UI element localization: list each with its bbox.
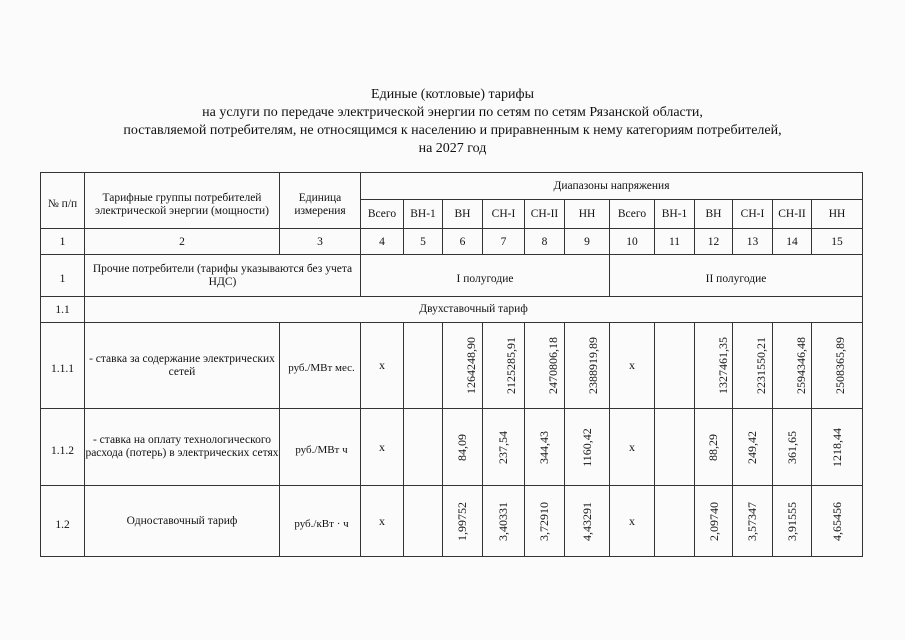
tariff-value: 361,65 bbox=[784, 430, 799, 464]
cross-mark bbox=[610, 486, 655, 557]
tariff-value: 1264248,90 bbox=[464, 337, 478, 394]
row-two-rate bbox=[41, 297, 863, 323]
tariff-row bbox=[41, 323, 863, 409]
empty-cell bbox=[404, 323, 443, 409]
tariff-value: 3,72910 bbox=[537, 501, 551, 541]
column-number-row bbox=[41, 229, 863, 255]
tariff-value: 1327461,35 bbox=[716, 337, 730, 394]
tariff-value-cell bbox=[525, 323, 565, 409]
header-level: ВН-1 bbox=[404, 200, 443, 229]
row-num: 1.1.2 bbox=[41, 409, 85, 486]
tariff-value: 2508365,89 bbox=[833, 337, 847, 394]
row-name: Двухставочный тариф bbox=[85, 297, 863, 323]
cross-mark-text: х bbox=[379, 358, 385, 372]
cross-mark bbox=[361, 409, 404, 486]
tariff-value: 2125285,91 bbox=[504, 337, 518, 394]
tariff-value: 1218,44 bbox=[829, 427, 844, 467]
column-number: 7 bbox=[483, 229, 525, 255]
header-num: № п/п bbox=[41, 173, 85, 229]
header-level: ВН bbox=[695, 200, 733, 229]
column-number: 9 bbox=[565, 229, 610, 255]
tariff-value-cell bbox=[565, 409, 610, 486]
title-line-4: на 2027 год bbox=[418, 141, 487, 156]
tariff-value: 4,65456 bbox=[829, 501, 844, 541]
column-number: 4 bbox=[361, 229, 404, 255]
cross-mark-text: х bbox=[629, 439, 635, 454]
row-name: Прочие потребители (тарифы указываются без учета НДС) bbox=[85, 255, 361, 297]
row-num: 1.2 bbox=[41, 486, 85, 557]
header-level: СН-II bbox=[525, 200, 565, 229]
tariff-row bbox=[41, 409, 863, 486]
half-year-1: I полугодие bbox=[361, 255, 610, 297]
empty-cell bbox=[655, 486, 695, 557]
tariff-value: 4,43291 bbox=[579, 501, 594, 541]
cross-mark bbox=[361, 323, 404, 409]
header-group: Тарифные группы потребителей электрической энергии (мощности) bbox=[85, 173, 280, 229]
tariff-value-cell bbox=[443, 323, 483, 409]
header-level: СН-I bbox=[483, 200, 525, 229]
row-other-consumers bbox=[41, 255, 863, 297]
header-unit: Единица измерения bbox=[280, 173, 361, 229]
tariff-value-cell bbox=[483, 409, 525, 486]
row-name: - ставка за содержание электрических сетей bbox=[85, 323, 280, 409]
empty-cell bbox=[404, 409, 443, 486]
title-line-2: на услуги по передаче электрической энергии по сетям по сетям Рязанской области, bbox=[202, 105, 703, 120]
cross-mark-text: х bbox=[629, 513, 635, 528]
tariff-value-cell bbox=[773, 486, 812, 557]
header-level: НН bbox=[812, 200, 863, 229]
column-number: 10 bbox=[610, 229, 655, 255]
tariff-value-cell bbox=[443, 409, 483, 486]
column-number: 2 bbox=[85, 229, 280, 255]
header-ranges: Диапазоны напряжения bbox=[361, 173, 863, 200]
tariff-value: 344,43 bbox=[537, 430, 551, 464]
tariff-value: 2594346,48 bbox=[794, 337, 808, 394]
tariff-value: 2,09740 bbox=[707, 501, 721, 541]
column-number: 1 bbox=[41, 229, 85, 255]
header-level: НН bbox=[565, 200, 610, 229]
header-level: Всего bbox=[361, 200, 404, 229]
column-number: 6 bbox=[443, 229, 483, 255]
header-level: СН-I bbox=[733, 200, 773, 229]
tariff-value-cell bbox=[733, 409, 773, 486]
tariff-value: 1160,42 bbox=[579, 427, 594, 467]
tariff-value: 3,91555 bbox=[785, 501, 799, 541]
tariff-value: 249,42 bbox=[745, 430, 759, 464]
tariff-value-cell bbox=[525, 486, 565, 557]
empty-cell bbox=[655, 409, 695, 486]
header-level: Всего bbox=[610, 200, 655, 229]
tariff-value-cell bbox=[443, 486, 483, 557]
column-number: 14 bbox=[773, 229, 812, 255]
tariff-value: 88,29 bbox=[706, 433, 720, 461]
tariff-value-cell bbox=[812, 486, 863, 557]
tariff-value-cell bbox=[733, 486, 773, 557]
tariff-value-cell bbox=[773, 323, 812, 409]
row-unit: руб./МВт мес. bbox=[280, 323, 361, 409]
tariff-value-cell bbox=[565, 486, 610, 557]
title-line-1: Единые (котловые) тарифы bbox=[371, 87, 534, 102]
tariff-row bbox=[41, 486, 863, 557]
tariff-value-cell bbox=[695, 486, 733, 557]
tariff-value: 237,54 bbox=[496, 430, 510, 464]
column-number: 8 bbox=[525, 229, 565, 255]
header-level: СН-II bbox=[773, 200, 812, 229]
column-number: 5 bbox=[404, 229, 443, 255]
row-name: Одноставочный тариф bbox=[85, 486, 280, 557]
row-num: 1 bbox=[41, 255, 85, 297]
tariff-value-cell bbox=[695, 409, 733, 486]
row-name: - ставка на оплату технологического расхода (потерь) в электрических сетях bbox=[85, 409, 280, 486]
tariff-value-cell bbox=[733, 323, 773, 409]
header-level: ВН-1 bbox=[655, 200, 695, 229]
cross-mark bbox=[610, 323, 655, 409]
row-unit: руб./МВт ч bbox=[280, 409, 361, 486]
tariff-value-cell bbox=[695, 323, 733, 409]
tariff-value: 3,40331 bbox=[496, 501, 510, 541]
tariff-value: 2388919,89 bbox=[586, 337, 600, 394]
tariff-value: 2231550,21 bbox=[754, 337, 768, 394]
row-num: 1.1.1 bbox=[41, 323, 85, 409]
column-number: 13 bbox=[733, 229, 773, 255]
title-line-3: поставляемой потребителям, не относящимся к населению и приравненным к нему категориям потребителей, bbox=[123, 123, 782, 138]
column-number: 11 bbox=[655, 229, 695, 255]
tariff-value-cell bbox=[773, 409, 812, 486]
cross-mark-text: х bbox=[629, 358, 635, 372]
header-level: ВН bbox=[443, 200, 483, 229]
row-num: 1.1 bbox=[41, 297, 85, 323]
column-number: 12 bbox=[695, 229, 733, 255]
tariff-value-cell bbox=[565, 323, 610, 409]
cross-mark bbox=[610, 409, 655, 486]
tariff-value-cell bbox=[483, 323, 525, 409]
cross-mark bbox=[361, 486, 404, 557]
tariff-value-cell bbox=[812, 409, 863, 486]
tariff-value: 3,57347 bbox=[745, 501, 759, 541]
empty-cell bbox=[404, 486, 443, 557]
tariff-table bbox=[40, 172, 863, 557]
tariff-value-cell bbox=[525, 409, 565, 486]
tariff-value-cell bbox=[812, 323, 863, 409]
cross-mark-text: х bbox=[379, 439, 385, 454]
tariff-value: 1,99752 bbox=[455, 501, 469, 541]
tariff-value: 84,09 bbox=[455, 433, 469, 461]
tariff-value: 2470806,18 bbox=[546, 337, 560, 394]
cross-mark-text: х bbox=[379, 513, 385, 528]
row-unit: руб./кВт · ч bbox=[280, 486, 361, 557]
column-number: 15 bbox=[812, 229, 863, 255]
column-number: 3 bbox=[280, 229, 361, 255]
tariff-value-cell bbox=[483, 486, 525, 557]
empty-cell bbox=[655, 323, 695, 409]
half-year-2: II полугодие bbox=[610, 255, 863, 297]
